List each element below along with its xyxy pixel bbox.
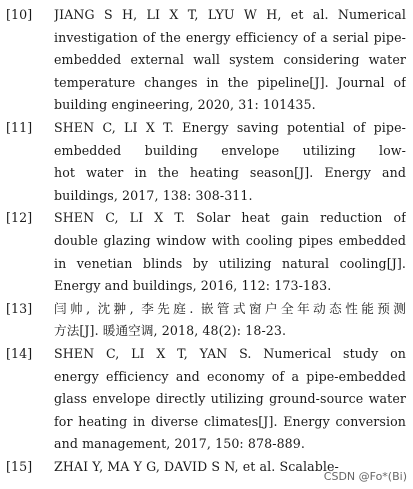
reference-number: [14] [6,345,33,361]
reference-number: [15] [6,458,33,474]
reference-line: double glazing window with cooling pipes embedded [54,232,406,248]
reference-line: SHEN C, LI X T. Solar heat gain reduction of [54,210,406,226]
reference-line: and management, 2017, 150: 878-889. [54,436,306,452]
reference-line: embedded external wall system considering water [54,52,406,68]
reference-line: JIANG S H, LI X T, LYU W H, et al. Numerical [54,7,406,22]
reference-line: SHEN C, LI X T. Energy saving potential of pipe- [54,119,406,135]
reference-entry [6,343,406,456]
reference-number: [12] [6,210,33,226]
reference-line: for heating in diverse climates[J]. Energy conversion [54,413,406,429]
reference-entry [6,298,406,343]
reference-number: [13] [6,300,33,316]
reference-line: building engineering, 2020, 31: 101435. [54,97,316,113]
reference-line: hot water in the heating season[J]. Energy and [54,165,406,181]
reference-line: investigation of the energy efficiency of a serial pipe- [54,29,406,45]
reference-number: [10] [6,7,33,22]
reference-line: temperature changes in the pipeline[J]. Journal of [54,74,406,90]
reference-line: SHEN C, LI X T, YAN S. Numerical study on [54,345,406,361]
reference-line: 闫帅, 沈翀, 李先庭. 嵌管式窗户全年动态性能预测 [54,300,406,316]
reference-line: energy efficiency and economy of a pipe-embedded [54,368,406,384]
reference-entry [6,117,406,207]
reference-line: ZHAI Y, MA Y G, DAVID S N, et al. Scalable- [54,458,339,474]
reference-line: in venetian blinds by utilizing natural cooling[J]. [54,255,406,271]
reference-line: embedded building envelope utilizing low- [54,142,406,158]
reference-list [6,4,406,478]
reference-line: 方法[J]. 暖通空调, 2018, 48(2): 18-23. [54,323,287,339]
reference-entry [6,207,406,297]
reference-line: buildings, 2017, 138: 308-311. [54,187,253,203]
reference-number: [11] [6,119,33,135]
watermark: CSDN @Fo*(Bi) [323,470,407,483]
reference-entry [6,4,406,117]
reference-line: Energy and buildings, 2016, 112: 173-183. [54,278,332,294]
reference-line: glass envelope directly utilizing ground-source water [54,391,406,407]
